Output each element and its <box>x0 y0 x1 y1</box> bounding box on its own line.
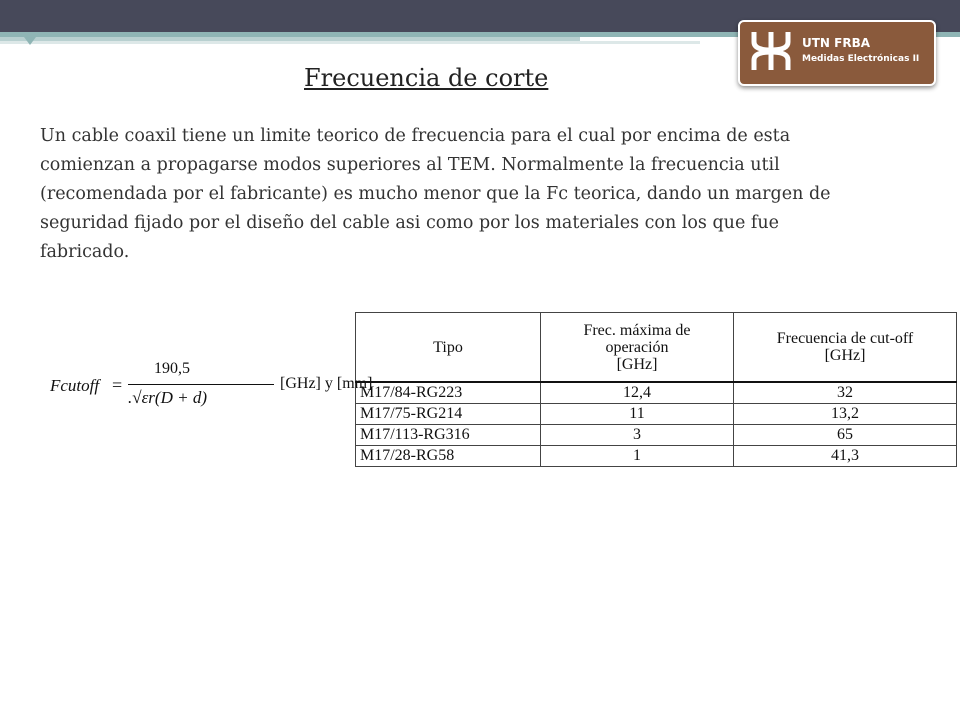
cable-table <box>355 312 957 467</box>
fraction-bar <box>128 384 274 385</box>
logo-subtitle: Medidas Electrónicas II <box>802 54 920 64</box>
formula-lhs: Fcutoff <box>50 376 100 395</box>
header-line: Frec. máxima de <box>583 321 691 339</box>
header-tipo <box>356 313 541 383</box>
cell-cutoff: 32 <box>734 382 957 404</box>
header-frec-max <box>541 313 734 383</box>
body-line: Un cable coaxil tiene un limite teorico de frecuencia para el cual por encima de esta <box>40 126 791 146</box>
body-paragraph <box>40 122 920 267</box>
cell-frec-max: 11 <box>541 404 734 425</box>
cell-cutoff: 65 <box>734 425 957 446</box>
page-title: Frecuencia de corte <box>304 64 549 92</box>
cell-frec-max: 1 <box>541 446 734 467</box>
table-row <box>356 446 957 467</box>
header-line: operación <box>605 338 669 356</box>
body-line: (recomendada por el fabricante) es mucho menor que la Fc teorica, dando un margen de <box>40 184 831 204</box>
formula-d-sum: (D + d) <box>154 388 207 407</box>
table-row <box>356 382 957 404</box>
utn-emblem-icon <box>748 28 794 74</box>
cell-tipo: M17/75-RG214 <box>356 404 541 425</box>
cell-cutoff: 13,2 <box>734 404 957 425</box>
formula-numerator: 190,5 <box>154 360 190 377</box>
formula-equals: = <box>112 375 123 395</box>
formula-sqrt-er: .√εr <box>128 388 155 407</box>
header-line: [GHz] <box>616 355 658 373</box>
banner-notch <box>24 37 36 45</box>
utn-logo <box>738 20 936 86</box>
cell-frec-max: 3 <box>541 425 734 446</box>
cell-frec-max: 12,4 <box>541 382 734 404</box>
logo-name: UTN FRBA <box>802 36 871 50</box>
banner-stripe-faint <box>0 41 700 44</box>
header-cutoff <box>734 313 957 383</box>
cell-tipo: M17/84-RG223 <box>356 382 541 404</box>
table-row <box>356 425 957 446</box>
header-line: [GHz] <box>824 347 866 364</box>
body-line: fabricado. <box>40 242 130 262</box>
header-line: Tipo <box>433 338 463 356</box>
body-line: comienzan a propagarse modos superiores al TEM. Normalmente la frecuencia util <box>40 155 780 175</box>
table-row <box>356 404 957 425</box>
cell-tipo: M17/113-RG316 <box>356 425 541 446</box>
cable-table-wrap <box>355 312 957 467</box>
formula-denominator <box>128 388 207 408</box>
table-header-row <box>356 313 957 383</box>
cell-cutoff: 41,3 <box>734 446 957 467</box>
cell-tipo: M17/28-RG58 <box>356 446 541 467</box>
body-line: seguridad fijado por el diseño del cable asi como por los materiales con los que fue <box>40 213 779 233</box>
formula-units: [GHz] y [mm] <box>280 375 373 392</box>
header-line: Frecuencia de cut-off <box>776 330 914 347</box>
